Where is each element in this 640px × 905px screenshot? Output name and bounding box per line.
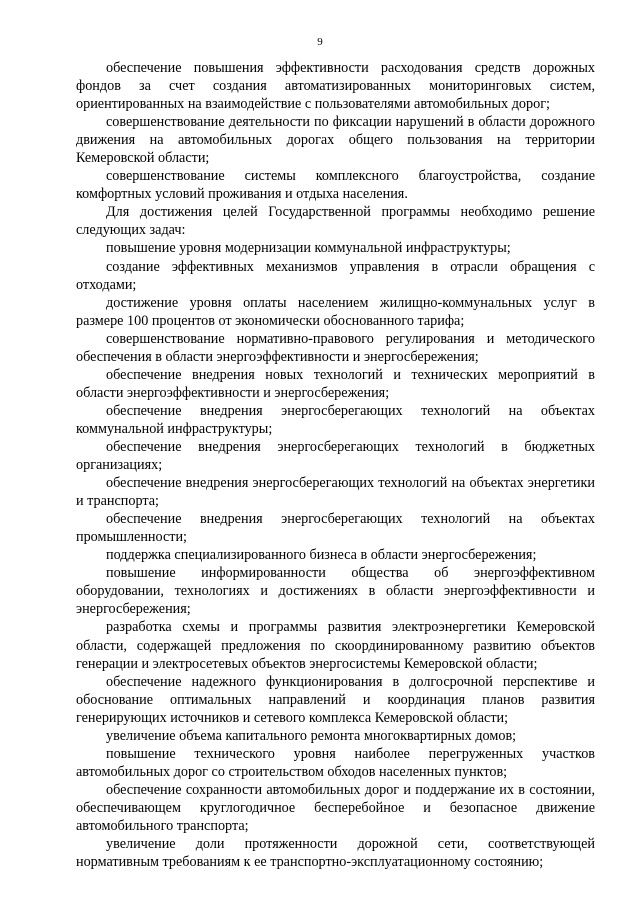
paragraph: совершенствование деятельности по фиксации нарушений в области дорожного движения на автомобильных дорогах общего пользования на территории Кемеровской области; [76,114,595,167]
paragraph: обеспечение внедрения энергосберегающих технологий на объектах коммунальной инфраструктуры; [76,402,595,437]
paragraph: Для достижения целей Государственной программы необходимо решение следующих задач: [76,204,595,239]
paragraph: увеличение объема капитального ремонта многоквартирных домов; [106,727,517,744]
page-number: 9 [317,36,323,48]
document-body [76,59,595,871]
paragraph: достижение уровня оплаты населением жилищно-коммунальных услуг в размере 100 процентов от экономически обоснованного тарифа; [76,294,595,329]
paragraph: обеспечение сохранности автомобильных дорог и поддержание их в состоянии, обеспечивающем круглогодичное бесперебойное и безопасное движение автомобильного транспорта; [76,781,595,834]
paragraph: повышение технического уровня наиболее перегруженных участков автомобильных дорог со строительством обходов населенных пунктов; [76,745,595,780]
paragraph: создание эффективных механизмов управления в отрасли обращения с отходами; [76,258,595,293]
paragraph: совершенствование нормативно-правового регулирования и методического обеспечения в области энергоэффективности и энергосбережения; [76,330,595,365]
paragraph: поддержка специализированного бизнеса в области энергосбережения; [106,547,537,564]
paragraph: обеспечение внедрения энергосберегающих технологий в бюджетных организациях; [76,438,595,474]
paragraph: совершенствование системы комплексного благоустройства, создание комфортных условий проживания и отдыха населения. [76,168,595,203]
paragraph: обеспечение внедрения энергосберегающих технологий на объектах промышленности; [76,511,595,546]
paragraph: обеспечение повышения эффективности расходования средств дорожных фондов за счет создания автоматизированных мониторинговых систем, ориентированных на взаимодействие с пользователями автомобильных дорог; [76,60,595,113]
paragraph: разработка схемы и программы развития электроэнергетики Кемеровской области, содержащей предложения по скоординированному развитию объектов генерации и электросетевых объектов энергосистемы Кемеровской области; [76,619,595,672]
paragraph: обеспечение внедрения новых технологий и технических мероприятий в области энергоэффективности и энергосбережения; [76,366,595,401]
paragraph: повышение информированности общества об энергоэффективном оборудовании, технологиях и достижениях в области энергоэффективности и энергосбережения; [76,565,595,618]
paragraph: увеличение доли протяженности дорожной сети, соответствующей нормативным требованиям к ее транспортно-эксплуатационному состоянию; [76,836,595,871]
paragraph: обеспечение надежного функционирования в долгосрочной перспективе и обоснование оптимальных направлений и координация планов развития генерирующих источников и сетевого комплекса Кемеровской области; [76,673,595,726]
paragraph: повышение уровня модернизации коммунальной инфраструктуры; [106,240,511,257]
paragraph: обеспечение внедрения энергосберегающих технологий на объектах энергетики и транспорта; [76,475,595,510]
